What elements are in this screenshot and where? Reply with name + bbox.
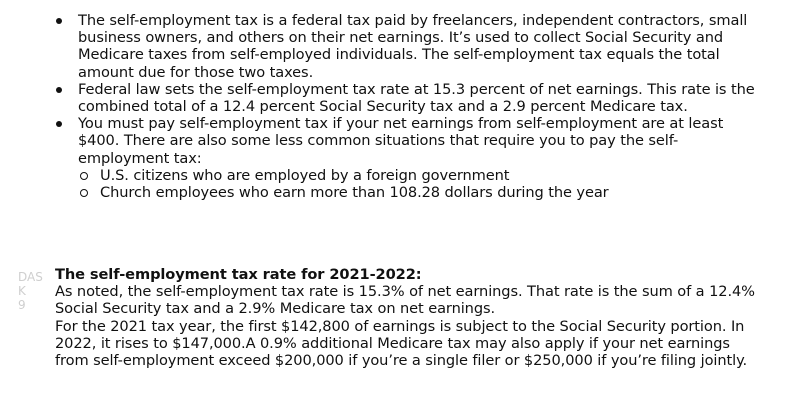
watermark-line: 9 [18,298,26,312]
bullet-dot-icon [56,18,62,24]
bullet-item-who-must-pay [56,115,756,201]
section-paragraph: For the 2021 tax year, the first $142,800 of earnings is subject to the Social Security portion. In 2022, it rises to $147,000.A 0.9% additional Medicare tax may also apply if your net earnings from self-employment exceed $200,000 if you’re a single filer or $250,000 if you’re filing jointly. [55,317,748,370]
bullet-list [56,12,756,201]
sub-bullet-item [78,167,756,184]
bullet-text: You must pay self-employment tax if your net earnings from self-employment are at least $400. There are also some less common situations that require you to pay the self-employment tax: [78,115,724,167]
bullet-circle-icon [80,172,88,180]
tax-rate-section [55,266,755,369]
watermark [18,270,43,312]
watermark-line: K [18,284,26,298]
bullet-item-tax-rate [56,81,756,115]
bullet-dot-icon [56,121,62,127]
sub-bullet-list [78,167,756,201]
bullet-text: Federal law sets the self-employment tax rate at 15.3 percent of net earnings. This rate is the combined total of a 12.4 percent Social Security tax and a 2.9 percent Medicare tax. [78,80,755,116]
section-paragraph: As noted, the self-employment tax rate is 15.3% of net earnings. That rate is the sum of a 12.4% Social Security tax and a 2.9% Medicare tax on net earnings. [55,283,755,318]
bullet-text: The self-employment tax is a federal tax paid by freelancers, independent contractors, small business owners, and others on their net earnings. It’s used to collect Social Security and Medicare taxes from self-employed individuals. The self-employment tax equals the total amount due for those two taxes. [78,12,748,81]
sub-bullet-item [78,184,756,201]
section-heading: The self-employment tax rate for 2021-2022: [55,266,422,283]
sub-bullet-text: Church employees who earn more than 108.28 dollars during the year [100,184,609,202]
bullet-circle-icon [80,189,88,197]
bullet-item-self-employment-tax [56,12,756,81]
sub-bullet-text: U.S. citizens who are employed by a foreign government [100,166,510,184]
bullet-dot-icon [56,87,62,93]
watermark-line: DAS [18,270,43,284]
